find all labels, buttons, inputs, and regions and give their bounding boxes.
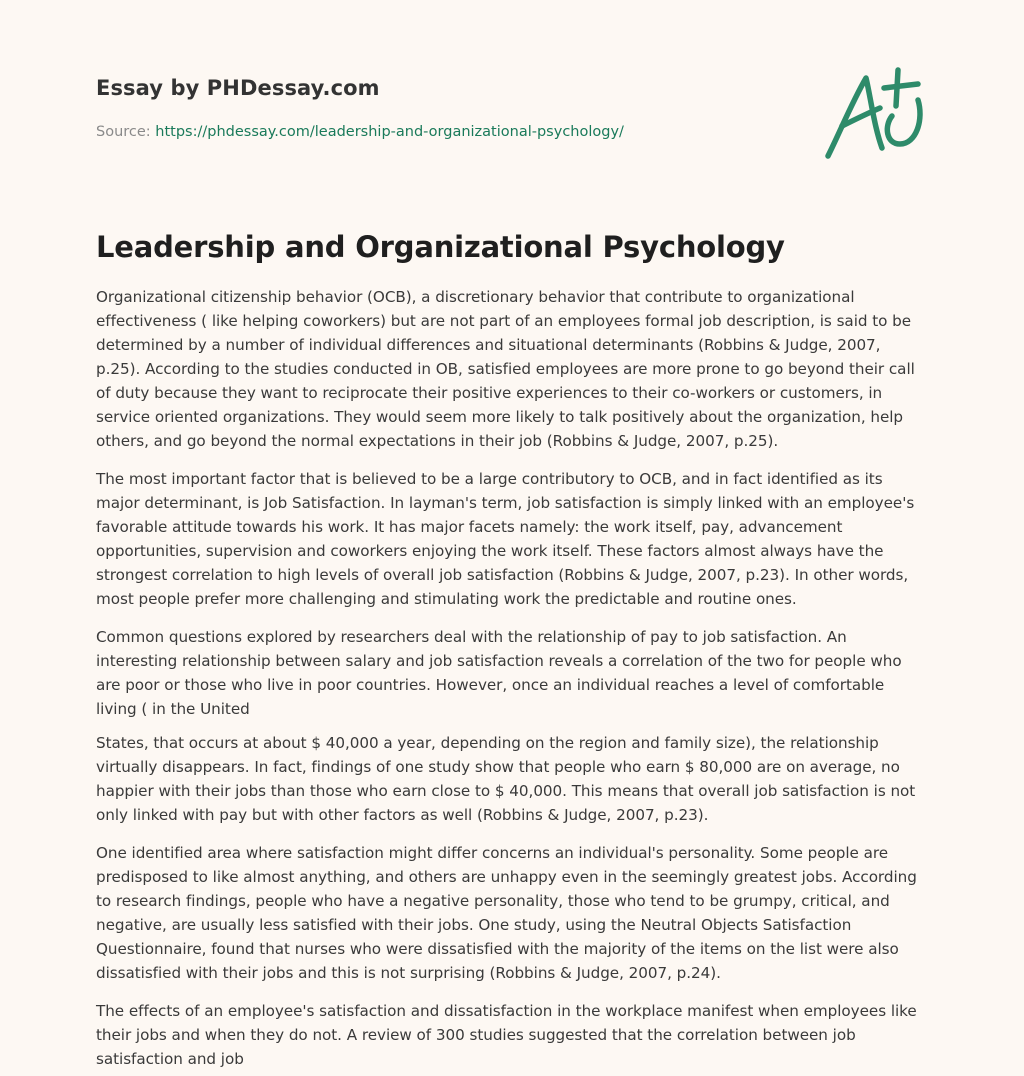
essay-paragraph: The most important factor that is believed to be a large contributory to OCB, and in fact identified as its major determinant, is Job Satisfaction. In layman's term, job satisfaction is simply linked with an employee's favorable attitude towards his work. It has major facets namely: the work itself, pay, advancement opportunities, supervision and coworkers enjoying the work itself. These factors almost always have the strongest correlation to high levels of overall job satisfaction (Robbins & Judge, 2007, p.23). In other words, most people prefer more challenging and stimulating work the predictable and routine ones. — [96, 470, 915, 608]
essay-paragraph: One identified area where satisfaction might differ concerns an individual's personality. Some people are predisposed to like almost anything, and others are unhappy even in the seemingly greatest jobs. According to research findings, people who have a negative personality, those who tend to be grumpy, critical, and negative, are usually less satisfied with their jobs. One study, using the Neutral Objects Satisfaction Questionnaire, found that nurses who were dissatisfied with the majority of the items on the list were also dissatisfied with their jobs and this is not surprising (Robbins & Judge, 2007, p.24). — [96, 844, 917, 982]
essay-paragraph: Common questions explored by researchers deal with the relationship of pay to job satisfaction. An interesting relationship between salary and job satisfaction reveals a correlation of the two for people who are poor or those who live in poor countries. However, once an individual reaches a level of comfortable living ( in the United — [96, 628, 902, 718]
essay-paragraph: Organizational citizenship behavior (OCB), a discretionary behavior that contribute to organizational effectiveness ( like helping coworkers) but are not part of an employees formal job description, is said to be determined by a number of individual differences and situational determinants (Robbins & Judge, 2007, p.25). According to the studies conducted in OB, satisfied employees are more prone to go beyond their call of duty because they want to reciprocate their positive experiences to their co-workers or customers, in service oriented organizations. They would seem more likely to talk positively about the organization, help others, and go beyond the normal expectations in their job (Robbins & Judge, 2007, p.25). — [96, 288, 915, 450]
brand-title: Essay by PHDessay.com — [96, 76, 380, 100]
essay-title: Leadership and Organizational Psychology — [96, 230, 785, 264]
essay-paragraph: The effects of an employee's satisfaction and dissatisfaction in the workplace manifest when employees like their jobs and when they do not. A review of 300 studies suggested that the correlation between job satisfaction and job — [96, 1002, 917, 1068]
page-header — [96, 0, 928, 205]
essay-body — [96, 285, 928, 1071]
source-label: Source: — [96, 124, 151, 140]
source-link[interactable]: https://phdessay.com/leadership-and-organizational-psychology/ — [155, 124, 624, 140]
source-line — [96, 124, 624, 140]
a-plus-logo-icon — [822, 64, 932, 168]
essay-paragraph: States, that occurs at about $ 40,000 a year, depending on the region and family size), the relationship virtually disappears. In fact, findings of one study show that people who earn $ 80,000 are on average, no happier with their jobs than those who earn close to $ 40,000. This means that overall job satisfaction is not only linked with pay but with other factors as well (Robbins & Judge, 2007, p.23). — [96, 734, 916, 824]
